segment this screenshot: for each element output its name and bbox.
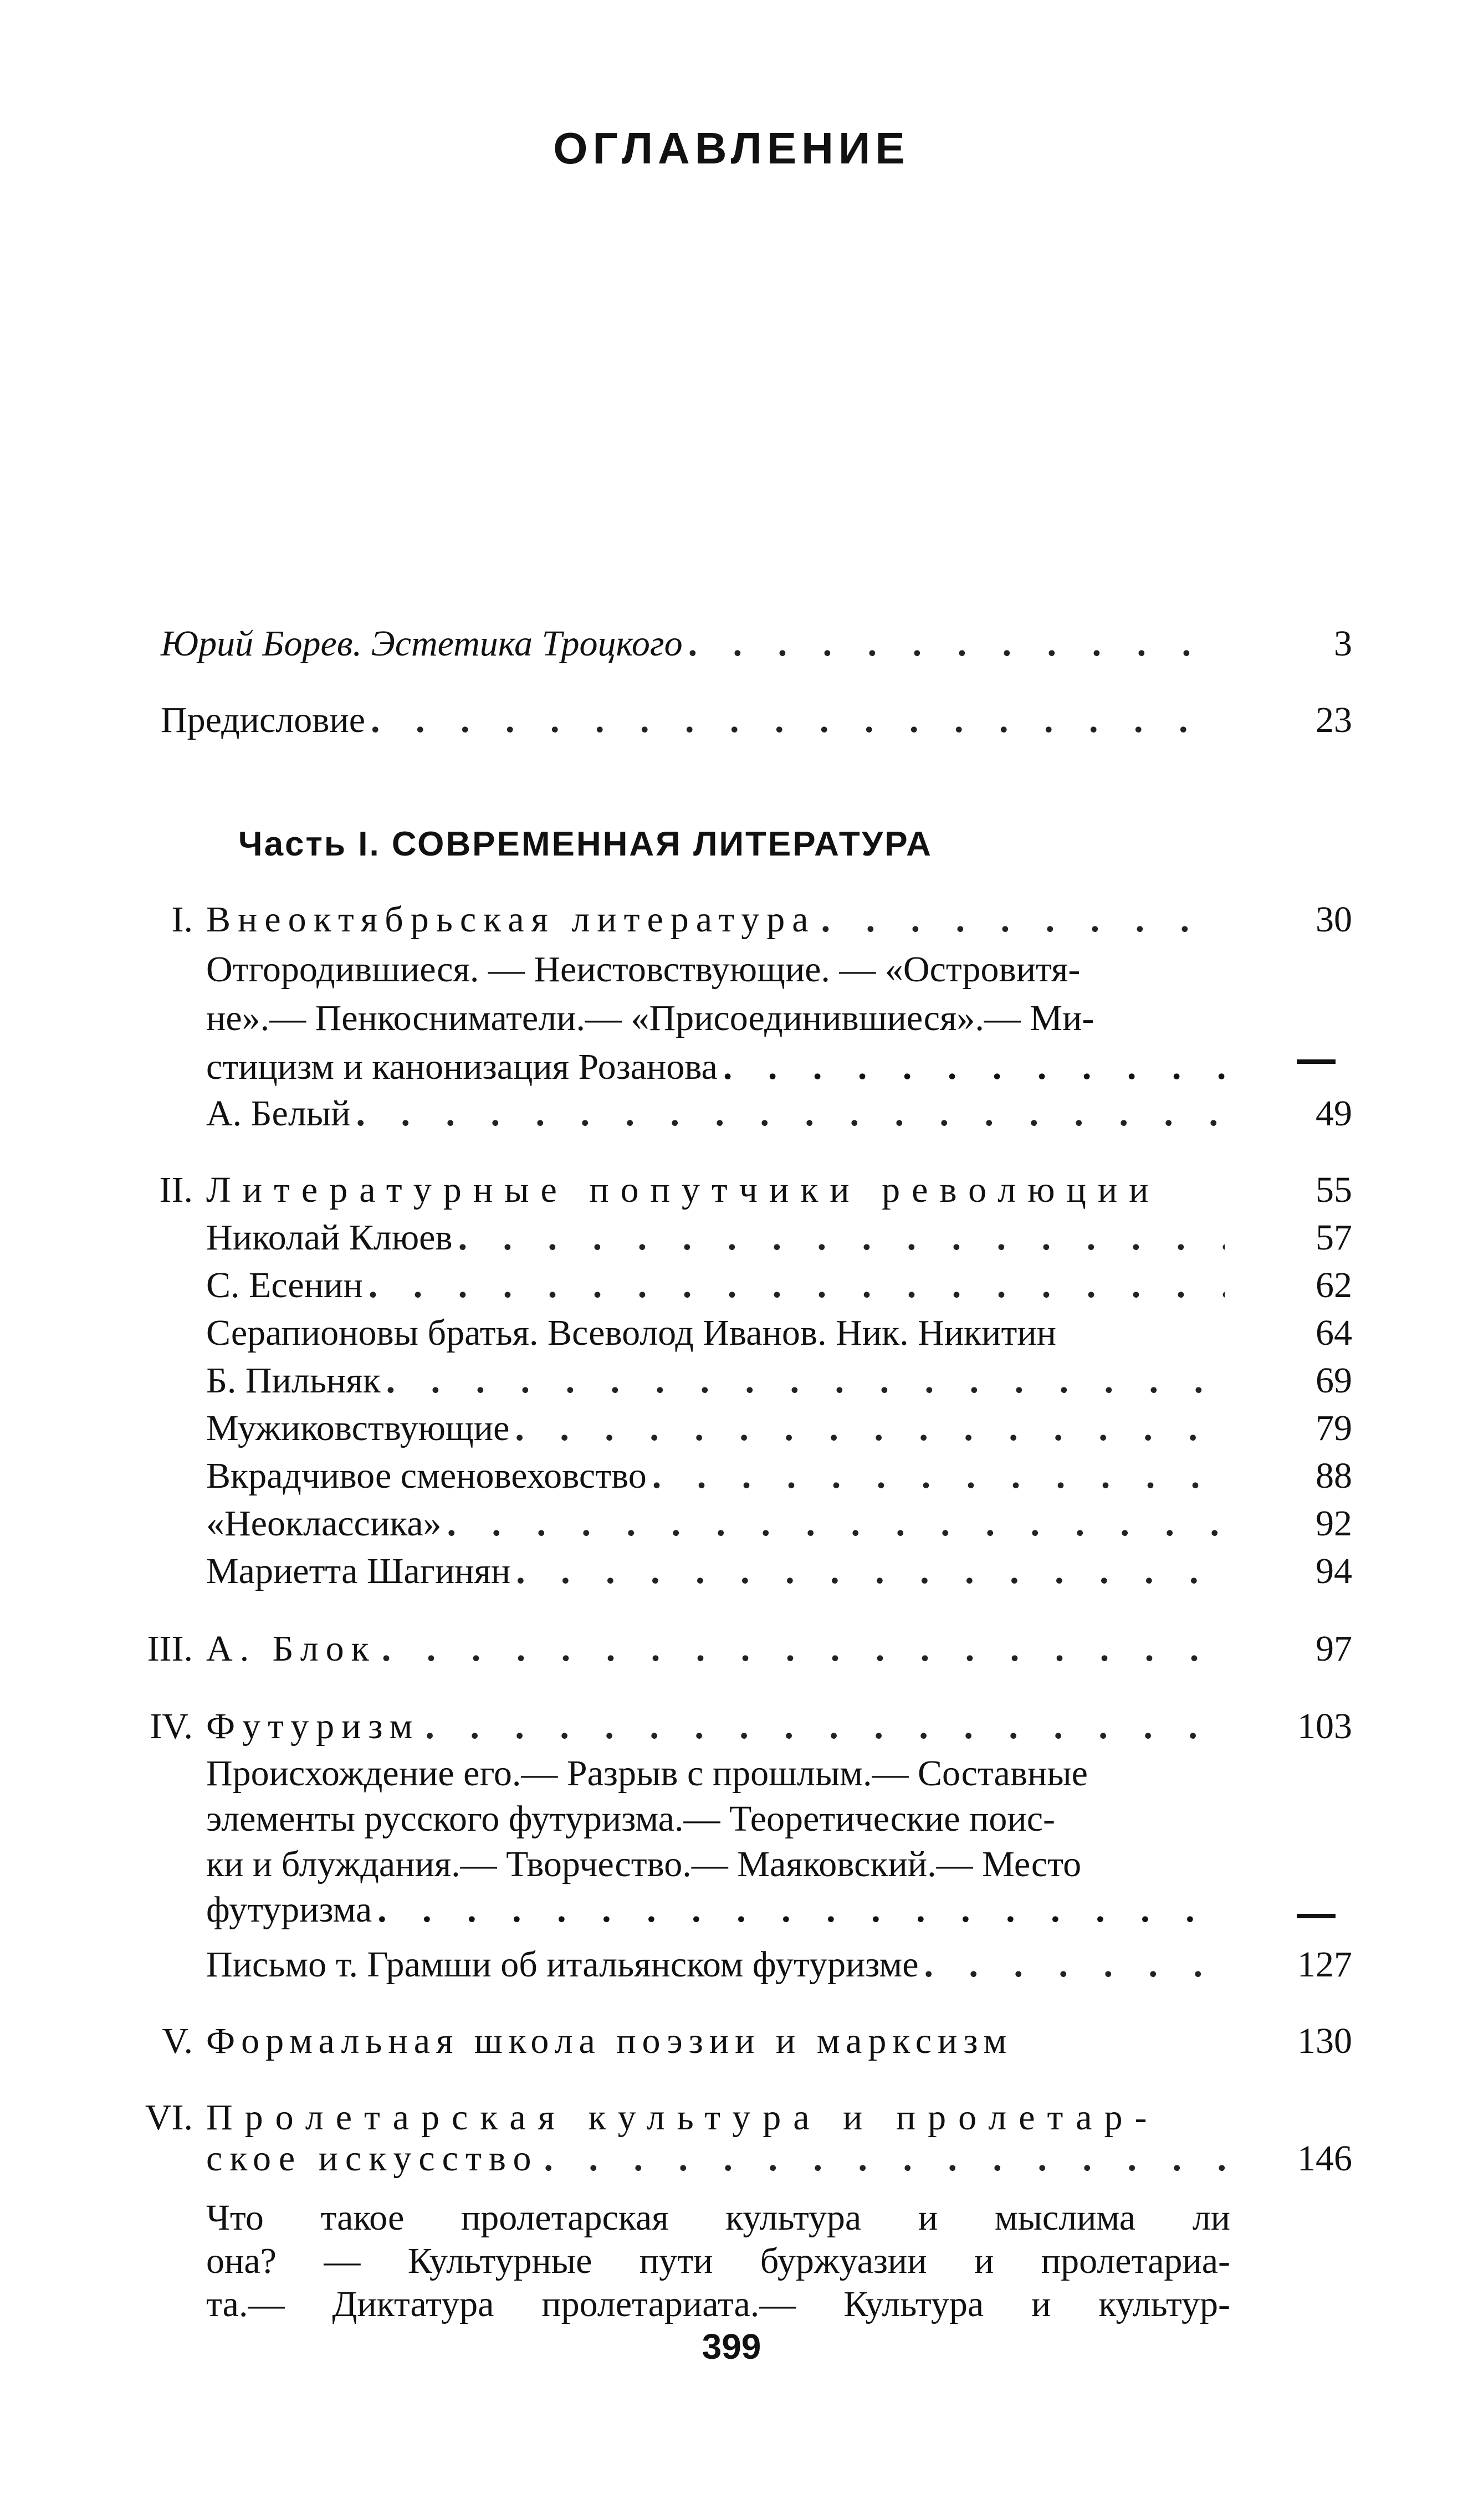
page-number: 146	[1297, 2138, 1352, 2179]
chapter-number: III.	[147, 1628, 193, 1669]
description-line: она? — Культурные пути буржуазии и пролетариа-	[206, 2241, 1230, 2281]
description-line: Происхождение его.— Разрыв с прошлым.— Составные	[206, 1753, 1088, 1794]
leader-dots	[425, 1702, 1225, 1751]
leader-dots	[516, 1547, 1225, 1596]
chapter-title: Футуризм	[206, 1706, 420, 1746]
description-last-line	[206, 1887, 1230, 1933]
leader-dots	[382, 1625, 1225, 1673]
toc-chapter-5[interactable]	[206, 2017, 1230, 2066]
leader-dots	[723, 1043, 1225, 1092]
toc-entry-label: Вкрадчивое сменовеховство	[206, 1456, 647, 1496]
toc-entry-klyuev[interactable]	[206, 1213, 1230, 1262]
toc-entry-neoklassika[interactable]	[206, 1499, 1230, 1548]
toc-entry-label: Серапионовы братья. Всеволод Иванов. Ник. Никитин	[206, 1313, 1056, 1353]
toc-entry-smenovekhovstvo[interactable]	[206, 1452, 1230, 1500]
toc-entry-gramsci-letter[interactable]	[206, 1940, 1230, 1989]
same-page-mark	[1297, 1059, 1336, 1064]
description-line: та.— Диктатура пролетариата.— Культура и культур-	[206, 2284, 1230, 2324]
toc-chapter-1[interactable]	[206, 895, 1230, 944]
chapter-title: Формальная школа поэзии и марксизм	[206, 2021, 1013, 2061]
same-page-mark	[1297, 1914, 1336, 1918]
description-last-line	[206, 1043, 1230, 1092]
page-number: 97	[1316, 1628, 1352, 1669]
description-line: стицизм и канонизация Розанова	[206, 1047, 718, 1087]
page-number: 23	[1316, 700, 1352, 740]
leader-dots	[356, 1089, 1225, 1138]
description-line: не».— Пенкосниматели.— «Присоединившиеся».— Ми-	[206, 998, 1094, 1038]
chapter-title: А. Блок	[206, 1628, 376, 1669]
toc-entry-bely[interactable]	[206, 1089, 1230, 1138]
chapter-number: IV.	[150, 1706, 193, 1746]
description-line: футуризма	[206, 1889, 372, 1930]
page-number: 130	[1297, 2021, 1352, 2061]
description-line: Что такое пролетарская культура и мыслима ли	[206, 2198, 1230, 2238]
page-number: 69	[1316, 1360, 1352, 1401]
page-number: 94	[1316, 1551, 1352, 1591]
toc-entry-esenin[interactable]	[206, 1261, 1230, 1310]
chapter-4-description	[206, 1751, 1230, 1933]
toc-entry-serapions[interactable]	[206, 1309, 1230, 1358]
leader-dots	[924, 1940, 1225, 1989]
toc-entry-label: С. Есенин	[206, 1265, 363, 1305]
page-number: 88	[1316, 1456, 1352, 1496]
part-heading: Часть I. СОВРЕМЕННАЯ ЛИТЕРАТУРА	[238, 825, 933, 863]
toc-chapter-6-line2[interactable]	[206, 2134, 1230, 2183]
toc-entry-foreword-borev[interactable]	[161, 619, 1230, 668]
page-number: 3	[1334, 623, 1352, 664]
page-number: 49	[1316, 1093, 1352, 1134]
toc-entry-label: Б. Пильняк	[206, 1360, 381, 1401]
toc-entry-muzhikovstvuyushchie[interactable]	[206, 1404, 1230, 1453]
toc-entry-label: Мариетта Шагинян	[206, 1551, 511, 1591]
page-number: 30	[1316, 899, 1352, 940]
page-number: 103	[1297, 1706, 1352, 1746]
page-number: 62	[1316, 1265, 1352, 1305]
toc-entry-label: Юрий Борев. Эстетика Троцкого	[161, 623, 683, 664]
chapter-title: Литературные попутчики революции	[206, 1170, 1160, 1210]
chapter-title: ское искусство	[206, 2138, 539, 2179]
toc-entry-preface[interactable]	[161, 696, 1230, 745]
chapter-title: Внеоктябрьская литература	[206, 899, 816, 940]
chapter-number: VI.	[145, 2097, 193, 2138]
page-number: 55	[1316, 1170, 1352, 1210]
toc-entry-pilnyak[interactable]	[206, 1356, 1230, 1405]
page-number: 92	[1316, 1503, 1352, 1544]
toc-entry-label: Письмо т. Грамши об итальянском футуризме	[206, 1944, 919, 1985]
description-line: элементы русского футуризма.— Теоретические поис-	[206, 1799, 1056, 1839]
toc-chapter-4[interactable]	[206, 1702, 1230, 1751]
page-number: 79	[1316, 1408, 1352, 1448]
page-folio: 399	[702, 2327, 761, 2367]
toc-entry-label: Мужиковствующие	[206, 1408, 510, 1448]
chapter-number: I.	[171, 899, 193, 940]
chapter-1-description	[206, 945, 1230, 1092]
page-number: 127	[1297, 1944, 1352, 1985]
chapter-number: II.	[159, 1170, 193, 1210]
leader-dots	[371, 696, 1225, 745]
page-number: 57	[1316, 1217, 1352, 1258]
leader-dots	[369, 1261, 1225, 1310]
description-line: Отгородившиеся. — Неистовствующие. — «Островитя-	[206, 949, 1081, 990]
leader-dots	[458, 1213, 1225, 1262]
chapter-6-description	[206, 2196, 1230, 2326]
leader-dots	[377, 1887, 1225, 1933]
leader-dots	[447, 1499, 1225, 1548]
toc-entry-label: Предисловие	[161, 700, 365, 740]
leader-dots	[544, 2134, 1225, 2183]
toc-entry-label: А. Белый	[206, 1093, 351, 1134]
toc-entry-label: Николай Клюев	[206, 1217, 453, 1258]
toc-chapter-3[interactable]	[206, 1625, 1230, 1673]
chapter-title: Пролетарская культура и пролетар-	[206, 2097, 1159, 2138]
leader-dots	[515, 1404, 1225, 1453]
toc-entry-label: «Неоклассика»	[206, 1503, 442, 1544]
chapter-number: V.	[162, 2021, 193, 2061]
toc-chapter-2[interactable]	[206, 1166, 1230, 1215]
leader-dots	[386, 1356, 1225, 1405]
toc-entry-shaginyan[interactable]	[206, 1547, 1230, 1596]
leader-dots	[821, 895, 1225, 944]
page-number: 64	[1316, 1313, 1352, 1353]
leader-dots	[688, 619, 1225, 668]
description-line: ки и блуждания.— Творчество.— Маяковский.— Место	[206, 1844, 1082, 1884]
leader-dots	[652, 1452, 1225, 1500]
page-title: ОГЛАВЛЕНИЕ	[553, 124, 910, 173]
